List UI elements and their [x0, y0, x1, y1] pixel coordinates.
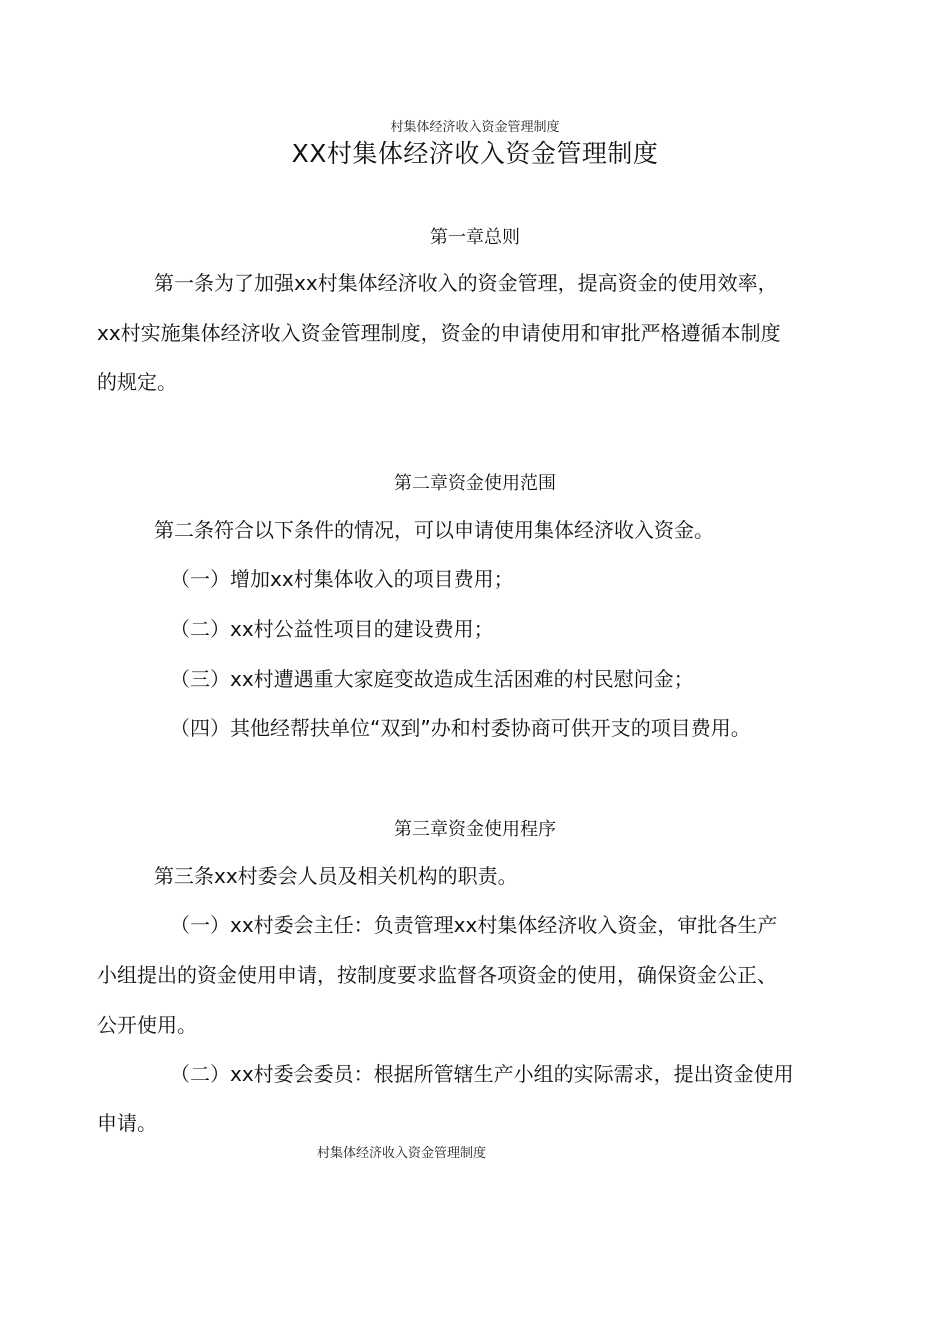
- paragraph-line: 公开使用。: [97, 1013, 197, 1037]
- paragraph-line: 申请。: [97, 1111, 157, 1135]
- list-item: （三）xx村遭遇重大家庭变故造成生活困难的村民慰问金；: [170, 667, 694, 691]
- running-footer: 村集体经济收入资金管理制度: [317, 1146, 487, 1161]
- paragraph-line: 第二条符合以下条件的情况，可以申请使用集体经济收入资金。: [154, 518, 714, 542]
- paragraph-line: 第一条为了加强xx村集体经济收入的资金管理，提高资金的使用效率，: [154, 271, 778, 295]
- running-header: 村集体经济收入资金管理制度: [390, 120, 560, 135]
- chapter-heading: 第一章总则: [430, 227, 520, 248]
- chapter-heading: 第二章资金使用范围: [394, 473, 556, 494]
- document-title: XX村集体经济收入资金管理制度: [291, 139, 659, 168]
- list-item: （二）xx村公益性项目的建设费用；: [170, 617, 494, 641]
- list-item: （一）增加xx村集体收入的项目费用；: [170, 567, 514, 591]
- paragraph-line: 小组提出的资金使用申请，按制度要求监督各项资金的使用，确保资金公正、: [97, 963, 777, 987]
- paragraph-line: （一）xx村委会主任：负责管理xx村集体经济收入资金，审批各生产: [170, 913, 778, 937]
- paragraph-line: （二）xx村委会委员：根据所管辖生产小组的实际需求，提出资金使用: [170, 1062, 794, 1086]
- paragraph-line: 的规定。: [97, 370, 177, 394]
- list-item: （四）其他经帮扶单位“双到”办和村委协商可供开支的项目费用。: [170, 716, 751, 740]
- chapter-heading: 第三章资金使用程序: [394, 819, 556, 840]
- paragraph-line: xx村实施集体经济收入资金管理制度，资金的申请使用和审批严格遵循本制度: [97, 321, 781, 345]
- paragraph-line: 第三条xx村委会人员及相关机构的职责。: [154, 864, 518, 888]
